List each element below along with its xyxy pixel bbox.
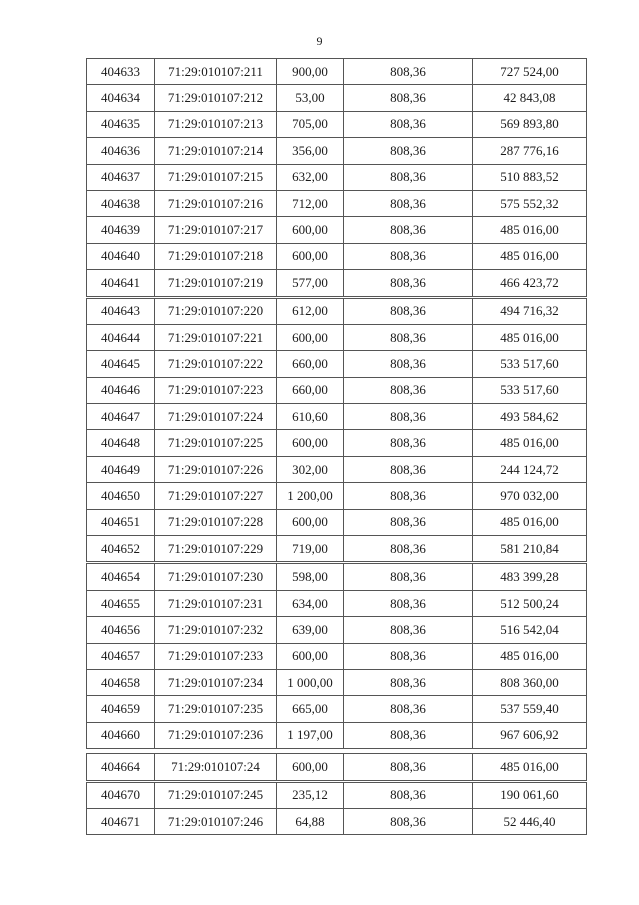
cadastral-number-cell: 71:29:010107:236 — [155, 722, 277, 748]
record-id-cell: 404645 — [87, 351, 155, 377]
rate-cell: 808,36 — [344, 722, 473, 748]
area-cell: 600,00 — [277, 217, 344, 243]
table-row — [87, 617, 587, 643]
area-cell: 64,88 — [277, 808, 344, 834]
rate-cell: 808,36 — [344, 808, 473, 834]
rate-cell: 808,36 — [344, 324, 473, 350]
rate-cell: 808,36 — [344, 696, 473, 722]
rate-cell: 808,36 — [344, 217, 473, 243]
table-row — [87, 243, 587, 269]
area-cell: 712,00 — [277, 190, 344, 216]
cadastral-number-cell: 71:29:010107:232 — [155, 617, 277, 643]
value-cell: 581 210,84 — [473, 536, 587, 563]
value-cell: 485 016,00 — [473, 430, 587, 456]
value-cell: 967 606,92 — [473, 722, 587, 748]
area-cell: 719,00 — [277, 536, 344, 563]
area-cell: 900,00 — [277, 59, 344, 85]
rate-cell: 808,36 — [344, 781, 473, 808]
area-cell: 598,00 — [277, 563, 344, 590]
table-row — [87, 111, 587, 137]
table-row — [87, 59, 587, 85]
record-id-cell: 404654 — [87, 563, 155, 590]
record-id-cell: 404651 — [87, 509, 155, 535]
cadastral-number-cell: 71:29:010107:222 — [155, 351, 277, 377]
cadastral-number-cell: 71:29:010107:217 — [155, 217, 277, 243]
record-id-cell: 404647 — [87, 404, 155, 430]
area-cell: 634,00 — [277, 590, 344, 616]
cadastral-number-cell: 71:29:010107:229 — [155, 536, 277, 563]
rate-cell: 808,36 — [344, 430, 473, 456]
table-row — [87, 456, 587, 482]
record-id-cell: 404640 — [87, 243, 155, 269]
value-cell: 466 423,72 — [473, 270, 587, 297]
rate-cell: 808,36 — [344, 456, 473, 482]
record-id-cell: 404646 — [87, 377, 155, 403]
area-cell: 660,00 — [277, 377, 344, 403]
rate-cell: 808,36 — [344, 164, 473, 190]
cadastral-number-cell: 71:29:010107:24 — [155, 754, 277, 781]
table-row — [87, 351, 587, 377]
rate-cell: 808,36 — [344, 85, 473, 111]
area-cell: 1 197,00 — [277, 722, 344, 748]
area-cell: 302,00 — [277, 456, 344, 482]
table-row — [87, 404, 587, 430]
table-row — [87, 138, 587, 164]
rate-cell: 808,36 — [344, 754, 473, 781]
value-cell: 485 016,00 — [473, 754, 587, 781]
rate-cell: 808,36 — [344, 111, 473, 137]
page-number: 9 — [316, 34, 323, 48]
value-cell: 485 016,00 — [473, 509, 587, 535]
cadastral-number-cell: 71:29:010107:214 — [155, 138, 277, 164]
value-cell: 510 883,52 — [473, 164, 587, 190]
value-cell: 533 517,60 — [473, 351, 587, 377]
cadastral-number-cell: 71:29:010107:224 — [155, 404, 277, 430]
table-row — [87, 270, 587, 297]
table-row — [87, 669, 587, 695]
area-cell: 600,00 — [277, 430, 344, 456]
area-cell: 612,00 — [277, 297, 344, 324]
cadastral-number-cell: 71:29:010107:226 — [155, 456, 277, 482]
area-cell: 1 200,00 — [277, 483, 344, 509]
area-cell: 600,00 — [277, 509, 344, 535]
rate-cell: 808,36 — [344, 669, 473, 695]
cadastral-number-cell: 71:29:010107:227 — [155, 483, 277, 509]
value-cell: 244 124,72 — [473, 456, 587, 482]
record-id-cell: 404658 — [87, 669, 155, 695]
table-row — [87, 563, 587, 590]
cadastral-number-cell: 71:29:010107:230 — [155, 563, 277, 590]
area-cell: 610,60 — [277, 404, 344, 430]
area-cell: 235,12 — [277, 781, 344, 808]
value-cell: 287 776,16 — [473, 138, 587, 164]
record-id-cell: 404636 — [87, 138, 155, 164]
value-cell: 516 542,04 — [473, 617, 587, 643]
value-cell: 485 016,00 — [473, 324, 587, 350]
rate-cell: 808,36 — [344, 617, 473, 643]
value-cell: 52 446,40 — [473, 808, 587, 834]
rate-cell: 808,36 — [344, 509, 473, 535]
value-cell: 485 016,00 — [473, 643, 587, 669]
value-cell: 808 360,00 — [473, 669, 587, 695]
cadastral-number-cell: 71:29:010107:233 — [155, 643, 277, 669]
area-cell: 600,00 — [277, 324, 344, 350]
value-cell: 494 716,32 — [473, 297, 587, 324]
rate-cell: 808,36 — [344, 483, 473, 509]
table-row — [87, 722, 587, 748]
table-row — [87, 536, 587, 563]
table-row — [87, 85, 587, 111]
value-cell: 533 517,60 — [473, 377, 587, 403]
area-cell: 356,00 — [277, 138, 344, 164]
rate-cell: 808,36 — [344, 536, 473, 563]
cadastral-number-cell: 71:29:010107:211 — [155, 59, 277, 85]
rate-cell: 808,36 — [344, 404, 473, 430]
cadastral-number-cell: 71:29:010107:225 — [155, 430, 277, 456]
table-row — [87, 164, 587, 190]
rate-cell: 808,36 — [344, 190, 473, 216]
record-id-cell: 404641 — [87, 270, 155, 297]
cadastral-number-cell: 71:29:010107:220 — [155, 297, 277, 324]
cadastral-number-cell: 71:29:010107:245 — [155, 781, 277, 808]
rate-cell: 808,36 — [344, 590, 473, 616]
area-cell: 705,00 — [277, 111, 344, 137]
cadastral-number-cell: 71:29:010107:221 — [155, 324, 277, 350]
area-cell: 600,00 — [277, 243, 344, 269]
table-row — [87, 297, 587, 324]
record-id-cell: 404657 — [87, 643, 155, 669]
table-body — [87, 59, 587, 835]
table-row — [87, 324, 587, 350]
value-cell: 512 500,24 — [473, 590, 587, 616]
value-cell: 483 399,28 — [473, 563, 587, 590]
rate-cell: 808,36 — [344, 643, 473, 669]
value-cell: 537 559,40 — [473, 696, 587, 722]
cadastral-number-cell: 71:29:010107:223 — [155, 377, 277, 403]
table-row — [87, 509, 587, 535]
record-id-cell: 404633 — [87, 59, 155, 85]
record-id-cell: 404644 — [87, 324, 155, 350]
area-cell: 600,00 — [277, 754, 344, 781]
value-cell: 485 016,00 — [473, 243, 587, 269]
cadastral-number-cell: 71:29:010107:218 — [155, 243, 277, 269]
area-cell: 632,00 — [277, 164, 344, 190]
table-row — [87, 808, 587, 834]
cadastral-number-cell: 71:29:010107:246 — [155, 808, 277, 834]
cadastral-number-cell: 71:29:010107:235 — [155, 696, 277, 722]
record-id-cell: 404671 — [87, 808, 155, 834]
area-cell: 53,00 — [277, 85, 344, 111]
table-row — [87, 590, 587, 616]
cadastral-number-cell: 71:29:010107:228 — [155, 509, 277, 535]
cadastral-number-cell: 71:29:010107:213 — [155, 111, 277, 137]
record-id-cell: 404655 — [87, 590, 155, 616]
rate-cell: 808,36 — [344, 270, 473, 297]
value-cell: 727 524,00 — [473, 59, 587, 85]
record-id-cell: 404664 — [87, 754, 155, 781]
value-cell: 42 843,08 — [473, 85, 587, 111]
record-id-cell: 404635 — [87, 111, 155, 137]
cadastral-number-cell: 71:29:010107:216 — [155, 190, 277, 216]
record-id-cell: 404639 — [87, 217, 155, 243]
cadastral-number-cell: 71:29:010107:212 — [155, 85, 277, 111]
table-row — [87, 754, 587, 781]
area-cell: 639,00 — [277, 617, 344, 643]
rate-cell: 808,36 — [344, 243, 473, 269]
value-cell: 575 552,32 — [473, 190, 587, 216]
area-cell: 660,00 — [277, 351, 344, 377]
cadastral-number-cell: 71:29:010107:234 — [155, 669, 277, 695]
cadastral-number-cell: 71:29:010107:231 — [155, 590, 277, 616]
rate-cell: 808,36 — [344, 563, 473, 590]
area-cell: 1 000,00 — [277, 669, 344, 695]
rate-cell: 808,36 — [344, 377, 473, 403]
value-cell: 493 584,62 — [473, 404, 587, 430]
record-id-cell: 404670 — [87, 781, 155, 808]
record-id-cell: 404643 — [87, 297, 155, 324]
record-id-cell: 404638 — [87, 190, 155, 216]
area-cell: 600,00 — [277, 643, 344, 669]
rate-cell: 808,36 — [344, 297, 473, 324]
table-row — [87, 696, 587, 722]
record-id-cell: 404659 — [87, 696, 155, 722]
table-row — [87, 781, 587, 808]
land-registry-table — [86, 58, 587, 835]
table-row — [87, 217, 587, 243]
value-cell: 190 061,60 — [473, 781, 587, 808]
table-row — [87, 643, 587, 669]
value-cell: 970 032,00 — [473, 483, 587, 509]
record-id-cell: 404652 — [87, 536, 155, 563]
cadastral-number-cell: 71:29:010107:215 — [155, 164, 277, 190]
table-row — [87, 190, 587, 216]
rate-cell: 808,36 — [344, 351, 473, 377]
value-cell: 569 893,80 — [473, 111, 587, 137]
rate-cell: 808,36 — [344, 59, 473, 85]
value-cell: 485 016,00 — [473, 217, 587, 243]
record-id-cell: 404656 — [87, 617, 155, 643]
record-id-cell: 404650 — [87, 483, 155, 509]
area-cell: 577,00 — [277, 270, 344, 297]
record-id-cell: 404649 — [87, 456, 155, 482]
rate-cell: 808,36 — [344, 138, 473, 164]
record-id-cell: 404634 — [87, 85, 155, 111]
record-id-cell: 404660 — [87, 722, 155, 748]
table-row — [87, 430, 587, 456]
cadastral-number-cell: 71:29:010107:219 — [155, 270, 277, 297]
record-id-cell: 404637 — [87, 164, 155, 190]
area-cell: 665,00 — [277, 696, 344, 722]
record-id-cell: 404648 — [87, 430, 155, 456]
table-row — [87, 377, 587, 403]
table-row — [87, 483, 587, 509]
